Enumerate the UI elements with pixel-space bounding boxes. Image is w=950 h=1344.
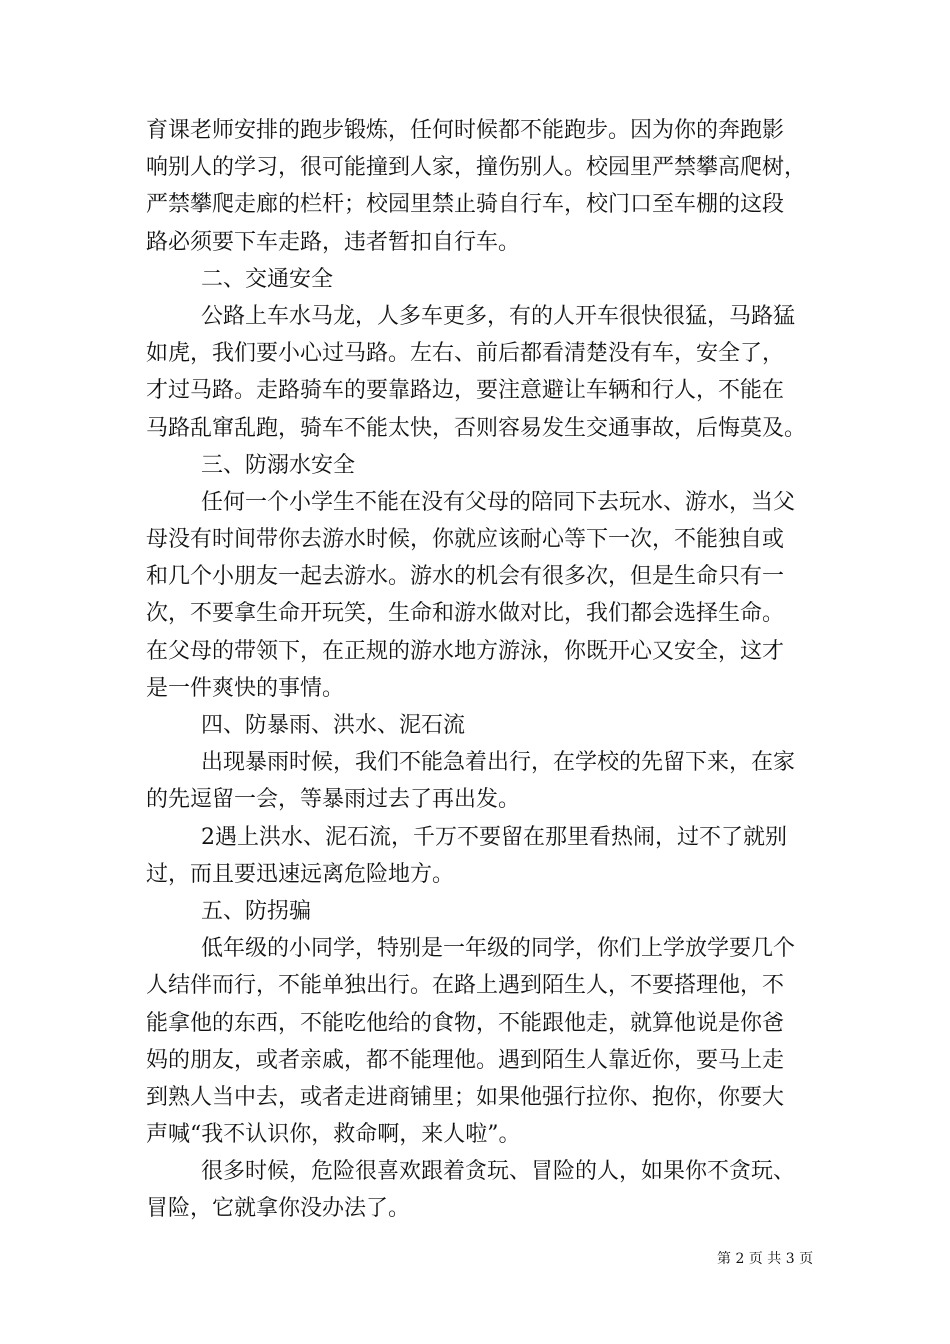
text-line: 如虎，我们要小心过马路。左右、前后都看清楚没有车，安全了， bbox=[146, 341, 785, 367]
text-line: 马路乱窜乱跑，骑车不能太快，否则容易发生交通事故，后悔莫及。 bbox=[146, 415, 807, 441]
text-line: 很多时候，危险很喜欢跟着贪玩、冒险的人，如果你不贪玩、 bbox=[201, 1159, 796, 1185]
text-line: 的先逗留一会，等暴雨过去了再出发。 bbox=[146, 787, 521, 813]
text-line: 次，不要拿生命开玩笑，生命和游水做对比，我们都会选择生命。 bbox=[146, 601, 785, 627]
text-line: 2遇上洪水、泥石流，千万不要留在那里看热闹，过不了就别 bbox=[201, 824, 787, 850]
text-line: 严禁攀爬走廊的栏杆；校园里禁止骑自行车，校门口至车棚的这段 bbox=[146, 192, 785, 218]
text-line: 五、防拐骗 bbox=[201, 898, 312, 924]
text-line: 能拿他的东西，不能吃他给的食物，不能跟他走，就算他说是你爸 bbox=[146, 1010, 785, 1036]
text-line: 才过马路。走路骑车的要靠路边，要注意避让车辆和行人，不能在 bbox=[146, 378, 785, 404]
text-line: 路必须要下车走路，违者暂扣自行车。 bbox=[146, 229, 521, 255]
text-line: 声喊“我不认识你，救命啊，来人啦”。 bbox=[146, 1122, 521, 1148]
text-line: 人结伴而行，不能单独出行。在路上遇到陌生人，不要搭理他，不 bbox=[146, 973, 785, 999]
text-line: 二、交通安全 bbox=[201, 266, 334, 292]
text-line: 四、防暴雨、洪水、泥石流 bbox=[201, 713, 466, 738]
page-number-footer: 第 2 页 共 3 页 bbox=[717, 1251, 814, 1267]
text-line: 公路上车水马龙，人多车更多，有的人开车很快很猛，马路猛 bbox=[201, 303, 796, 329]
text-line: 响别人的学习，很可能撞到人家，撞伤别人。校园里严禁攀高爬树， bbox=[146, 155, 807, 181]
text-line: 任何一个小学生不能在没有父母的陪同下去玩水、游水，当父 bbox=[201, 489, 796, 515]
text-line: 妈的朋友，或者亲戚，都不能理他。遇到陌生人靠近你，要马上走 bbox=[146, 1047, 785, 1073]
text-line: 在父母的带领下，在正规的游水地方游泳，你既开心又安全，这才 bbox=[146, 638, 785, 664]
document-body bbox=[146, 112, 818, 1228]
text-line: 低年级的小同学，特别是一年级的同学，你们上学放学要几个 bbox=[201, 936, 796, 962]
text-line: 三、防溺水安全 bbox=[201, 452, 356, 478]
text-line: 过，而且要迅速远离危险地方。 bbox=[146, 861, 455, 887]
text-line: 冒险，它就拿你没办法了。 bbox=[146, 1196, 411, 1222]
text-line: 是一件爽快的事情。 bbox=[146, 675, 345, 701]
text-line: 和几个小朋友一起去游水。游水的机会有很多次，但是生命只有一 bbox=[146, 564, 785, 590]
text-line: 到熟人当中去，或者走进商铺里；如果他强行拉你、抱你，你要大 bbox=[146, 1084, 785, 1110]
text-line: 母没有时间带你去游水时候，你就应该耐心等下一次，不能独自或 bbox=[146, 527, 785, 553]
text-line: 出现暴雨时候，我们不能急着出行，在学校的先留下来，在家 bbox=[201, 750, 796, 776]
text-line: 育课老师安排的跑步锻炼，任何时候都不能跑步。因为你的奔跑影 bbox=[146, 118, 785, 143]
